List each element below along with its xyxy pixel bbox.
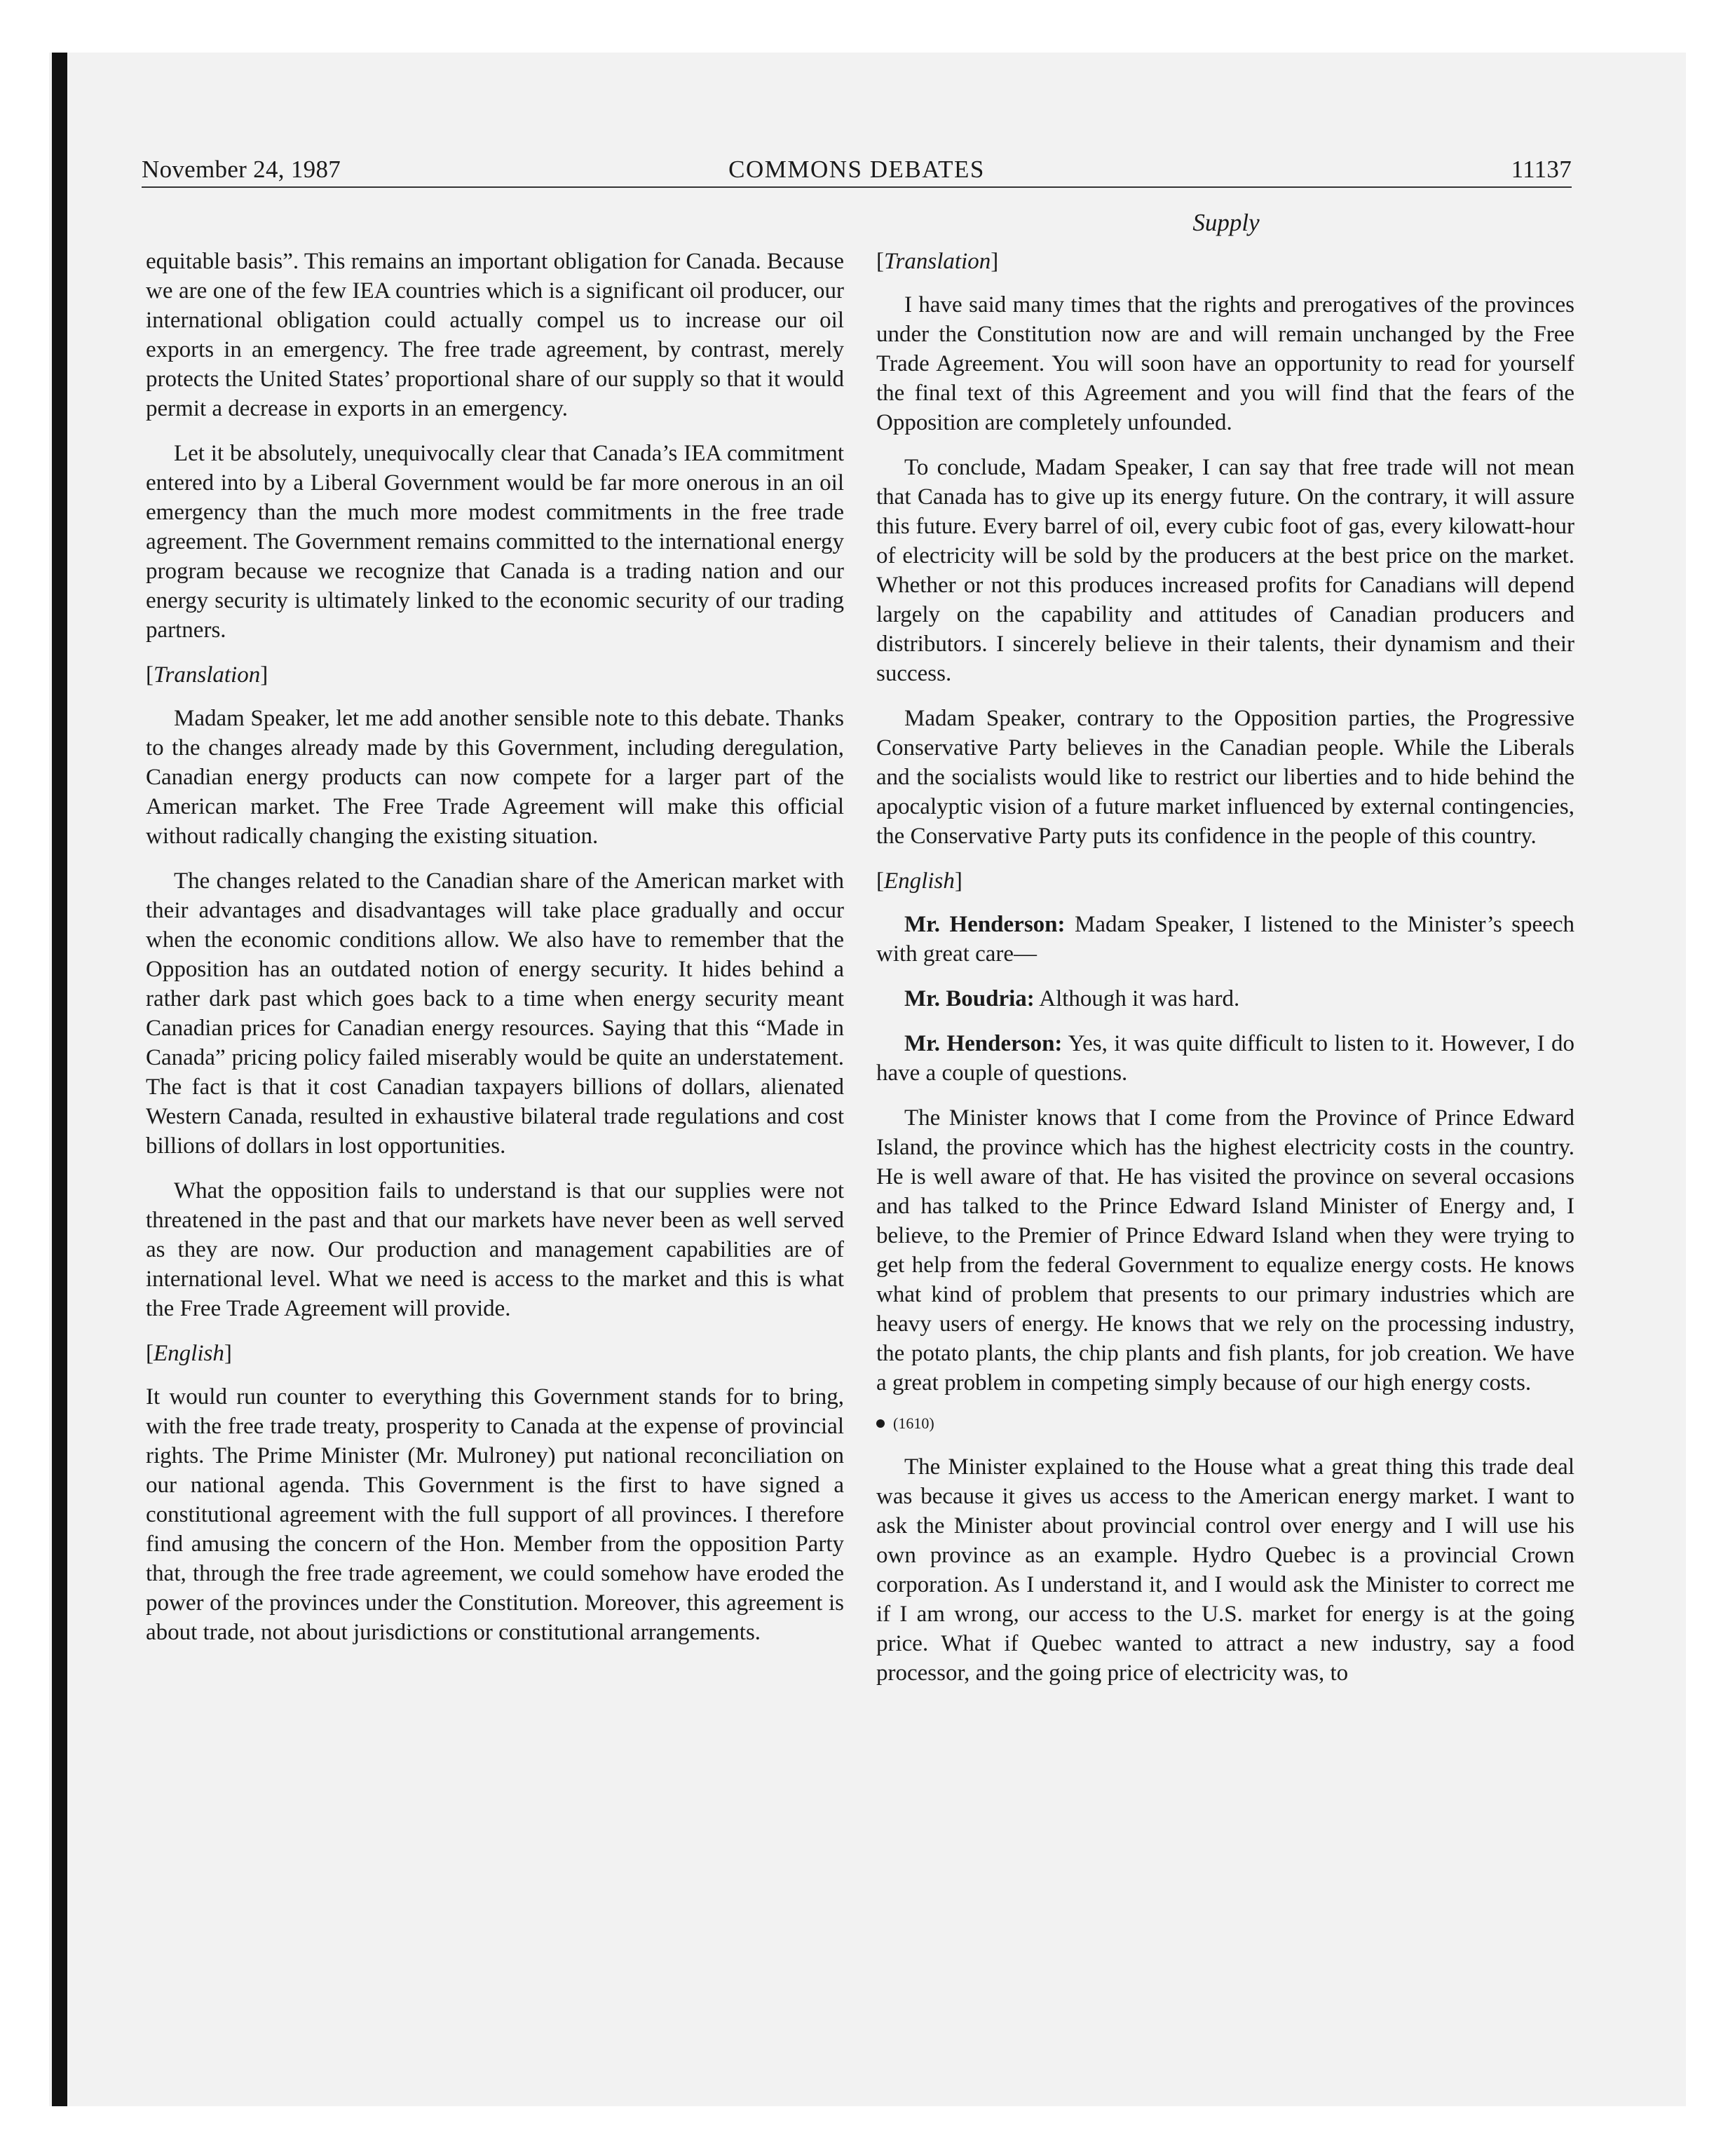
publication-title: COMMONS DEBATES — [728, 156, 985, 183]
paragraph: The changes related to the Canadian share of the American market with their advantages and disadvantages will take place gradually and occur when the economic conditions allow. We also have to remember that the Opposition has an outdated notion of energy security. It hides behind a rather dark past which goes back to a time when energy security meant Canadian prices for Canadian energy resources. Saying that this “Made in Canada” pricing policy failed miserably would be quite an understatement. The fact is that it cost Canadian taxpayers billions of dollars, alienated Western Canada, resulted in exhaustive bilateral trade regulations and cost billions of dollars in lost opportunities. — [146, 868, 844, 1159]
paragraph: It would run counter to everything this Government stands for to bring, with the free trade treaty, prosperity to Canada at the expense of provincial rights. The Prime Minister (Mr. Mulroney) put national reconciliation on our national agenda. This Government is the first to have signed a constitutional agreement with the full support of all provinces. I therefore find amusing the concern of the Hon. Member from the opposition Party that, through the free trade agreement, we could somehow have eroded the power of the provinces under the Constitution. Moreover, this agreement is about trade, not about jurisdictions or constitutional arrangements. — [146, 1384, 844, 1645]
time-marker-text: (1610) — [893, 1414, 934, 1432]
header-rule — [142, 186, 1572, 188]
language-label: English — [154, 1341, 224, 1366]
paragraph: Let it be absolutely, unequivocally clear that Canada’s IEA commitment entered into by a Liberal Government would be far more onerous in an oil emergency than the much more modest commitments in the free trade agreement. The Government remains committed to the international energy program because we recognize that Canada is a trading nation and our energy security is ultimately linked to the economic security of our trading partners. — [146, 441, 844, 643]
paragraph: Madam Speaker, contrary to the Opposition parties, the Progressive Conservative Party believes in the Canadian people. While the Liberals and the socialists would like to restrict our liberties and to hide behind the apocalyptic vision of a future market influenced by external contingencies, the Conservative Party puts its confidence in the people of this country. — [876, 706, 1574, 849]
paragraph: What the opposition fails to understand is that our supplies were not threatened in the past and that our markets have never been as well served as they are now. Our production and management capabilities are of international level. What we need is access to the market and this is what the Free Trade Agreement will provide. — [146, 1178, 844, 1321]
right-column — [876, 247, 1574, 1703]
speaker-name: Mr. Henderson: — [904, 912, 1066, 937]
header-date: November 24, 1987 — [142, 156, 341, 183]
time-marker — [876, 1413, 1574, 1434]
speech-text: Although it was hard. — [1039, 986, 1240, 1011]
speaker-name: Mr. Henderson: — [904, 1031, 1063, 1056]
speech-text: Madam Speaker, I listened to the Minister’s speech with great care— — [876, 912, 1574, 967]
paragraph: To conclude, Madam Speaker, I can say that free trade will not mean that Canada has to give up its energy future. On the contrary, it will assure this future. Every barrel of oil, every cubic foot of gas, every kilowatt-hour of electricity will be sold by the producers at the best price on the market. Whether or not this produces increased profits for Canadians will depend largely on the capability and attitudes of Canadian producers and distributors. I sincerely believe in their talents, their dynamism and their success. — [876, 455, 1574, 686]
section-title: Supply — [1192, 209, 1260, 236]
page-number: 11137 — [1511, 156, 1572, 183]
language-label: Translation — [154, 662, 261, 688]
paragraph: I have said many times that the rights and prerogatives of the provinces under the Constitution now are and will remain unchanged by the Free Trade Agreement. You will soon have an opportunity to read for yourself the final text of this Agreement and you will find that the fears of the Opposition are completely unfounded. — [876, 292, 1574, 435]
speech-paragraph — [876, 910, 1574, 969]
paragraph: The Minister explained to the House what a great thing this trade deal was because it gives us access to the American energy market. I want to ask the Minister about provincial control over energy and I will use his own province as an example. Hydro Quebec is a provincial Crown corporation. As I understand it, and I would ask the Minister to correct me if I am wrong, our access to the U.S. market for energy is at the going price. What if Quebec wanted to attract a new industry, say a food processor, and the going price of electricity was, to — [876, 1454, 1574, 1686]
scan-binding-edge — [52, 53, 67, 2106]
language-note: [English] — [146, 1341, 232, 1366]
language-label: English — [884, 868, 955, 894]
speech-paragraph — [876, 1029, 1574, 1088]
paragraph: The Minister knows that I come from the Province of Prince Edward Island, the province which has the highest electricity costs in the country. He is well aware of that. He has visited the province on several occasions and has talked to the Prince Edward Island Minister of Energy and, I believe, to the Premier of Prince Edward Island when they were trying to get help from the federal Government to equalize energy costs. He knows what kind of problem that presents to our primary industries which are heavy users of energy. He knows that we rely on the processing industry, the potato plants, the chip plants and fish plants, for job creation. We have a great problem in competing simply because of our high energy costs. — [876, 1105, 1574, 1396]
language-note: [Translation] — [876, 249, 999, 274]
language-note: [Translation] — [146, 662, 268, 688]
left-column — [146, 247, 844, 1663]
language-label: Translation — [884, 249, 991, 274]
speech-paragraph — [876, 984, 1574, 1014]
language-note: [English] — [876, 868, 962, 894]
speech-text: Yes, it was quite difficult to listen to it. However, I do have a couple of questions. — [876, 1031, 1575, 1086]
bullet-icon — [876, 1419, 885, 1428]
paragraph: equitable basis”. This remains an important obligation for Canada. Because we are one of the few IEA countries which is a significant oil producer, our international obligation could actually compel us to increase our oil exports in an emergency. The free trade agreement, by contrast, merely protects the United States’ proportional share of our supply so that it would permit a decrease in exports in an emergency. — [146, 249, 844, 421]
speaker-name: Mr. Boudria: — [904, 986, 1035, 1011]
paragraph: Madam Speaker, let me add another sensible note to this debate. Thanks to the changes already made by this Government, including deregulation, Canadian energy products can now compete for a larger part of the American market. The Free Trade Agreement will make this official without radically changing the existing situation. — [146, 706, 844, 849]
running-header — [142, 153, 1572, 186]
